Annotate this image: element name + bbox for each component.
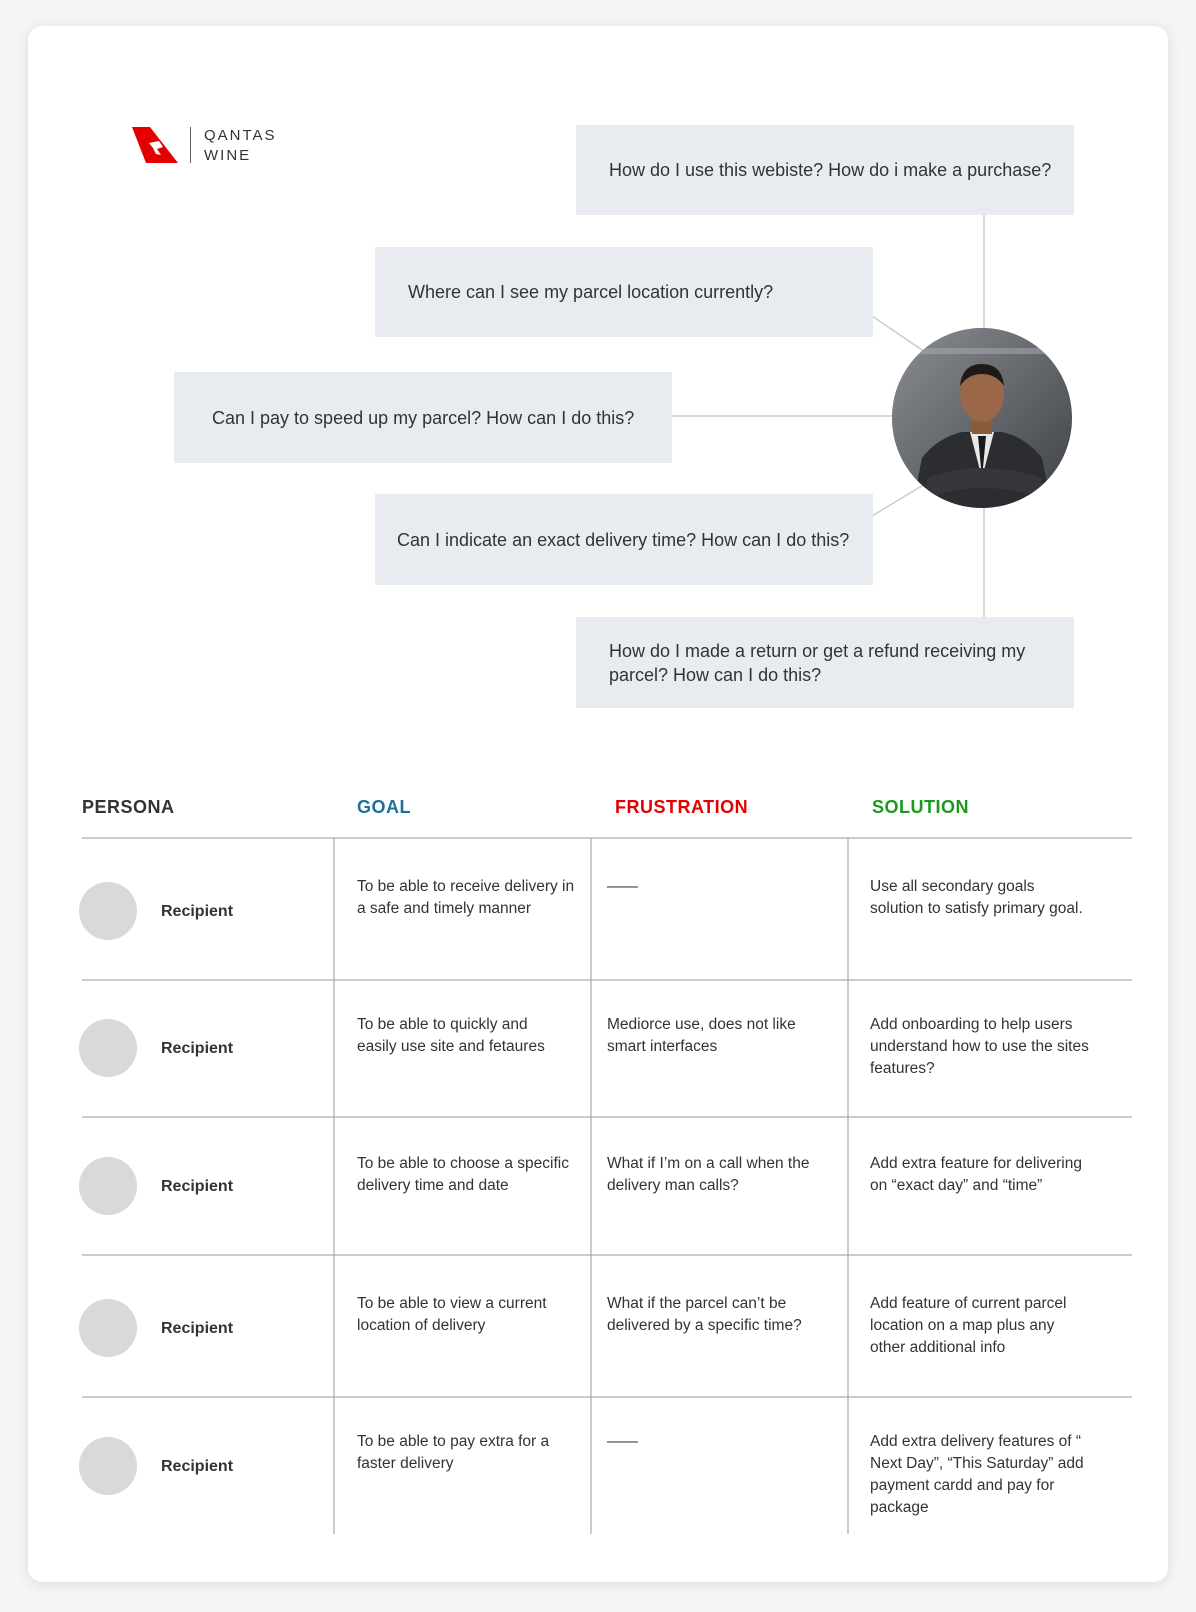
- frustration-cell: ——: [607, 878, 638, 895]
- persona-avatar: [79, 1437, 137, 1495]
- goal-cell: To be able to pay extra for a faster delivery: [357, 1433, 550, 1472]
- frustration-cell: What if the parcel can’t be delivered by a specific time?: [607, 1295, 802, 1334]
- goal-cell: To be able to receive delivery in a safe and timely manner: [357, 878, 575, 917]
- persona-avatar: [79, 1019, 137, 1077]
- question-text: How do I made a return or get a refund receiving my parcel? How can I do this?: [609, 640, 1026, 685]
- header-persona: PERSONA: [82, 797, 175, 817]
- frustration-cell: What if I’m on a call when the delivery man calls?: [607, 1155, 810, 1194]
- question-text: Can I pay to speed up my parcel? How can I do this?: [212, 407, 635, 428]
- solution-cell: Add onboarding to help users understand how to use the sites features?: [870, 1016, 1089, 1077]
- persona-label: Recipient: [161, 1178, 234, 1195]
- frustration-cell: Mediorce use, does not like smart interfaces: [607, 1016, 796, 1055]
- persona-label: Recipient: [161, 1040, 234, 1057]
- solution-cell: Add extra delivery features of “ Next Day”, “This Saturday” add payment cardd and pay for package: [870, 1433, 1084, 1516]
- frustration-cell: ——: [607, 1433, 638, 1450]
- goal-cell: To be able to choose a specific delivery time and date: [357, 1155, 569, 1194]
- persona-label: Recipient: [161, 1458, 234, 1475]
- question-text: Where can I see my parcel location currently?: [408, 282, 774, 302]
- persona-avatar: [79, 1157, 137, 1215]
- goal-cell: To be able to quickly and easily use site and fetaures: [357, 1016, 545, 1055]
- persona-label: Recipient: [161, 903, 234, 920]
- brand-line-1: QANTAS: [204, 127, 277, 144]
- header-frustration: FRUSTRATION: [615, 797, 749, 817]
- persona-avatar: [79, 1299, 137, 1357]
- brand-line-2: WINE: [204, 147, 252, 164]
- header-goal: GOAL: [357, 797, 411, 817]
- header-solution: SOLUTION: [872, 797, 969, 817]
- persona-label: Recipient: [161, 1320, 234, 1337]
- solution-cell: Add feature of current parcel location on a map plus any other additional info: [870, 1295, 1067, 1356]
- question-text: Can I indicate an exact delivery time? How can I do this?: [397, 529, 850, 550]
- solution-cell: Use all secondary goals solution to satisfy primary goal.: [870, 878, 1083, 917]
- solution-cell: Add extra feature for delivering on “exact day” and “time”: [870, 1155, 1082, 1194]
- question-text: How do I use this webiste? How do i make a purchase?: [609, 160, 1052, 180]
- goal-cell: To be able to view a current location of delivery: [357, 1295, 547, 1334]
- persona-avatar: [79, 882, 137, 940]
